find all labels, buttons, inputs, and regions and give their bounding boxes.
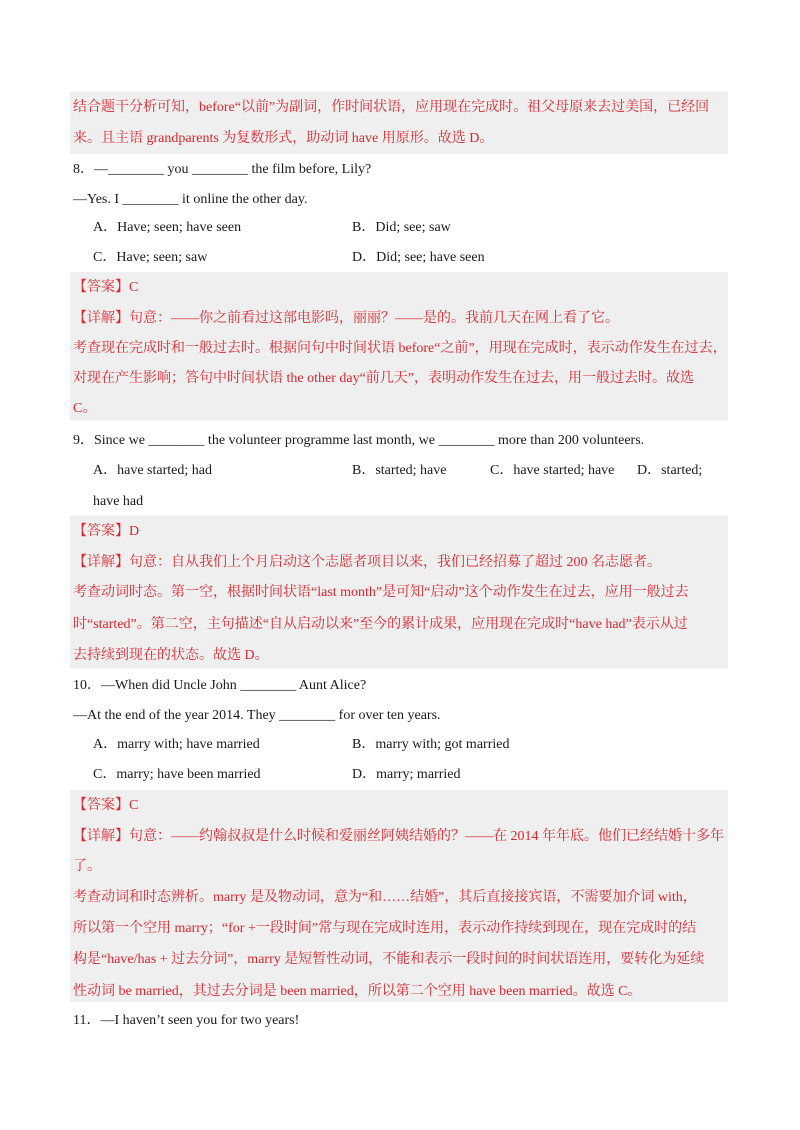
explanation-line: 【详解】句意：——你之前看过这部电影吗，丽丽？——是的。我前几天在网上看了它。 [73, 311, 619, 326]
answer-label: 【答案】D [73, 524, 140, 539]
explanation-line: 【详解】句意：——约翰叔叔是什么时候和爱丽丝阿姨结婚的？——在 2014 年年底。他们已经结婚十多年 [73, 829, 724, 844]
question-11-stem: 11．—I haven’t seen you for two years! [73, 1013, 300, 1028]
question-8-stem: —Yes. I ________ it online the other day. [73, 192, 308, 207]
explanation-line: 考查动词时态。第一空，根据时间状语“last month”是可知“启动”这个动作发生在过去，应用一般过去 [73, 585, 689, 600]
option-c: C．Have; seen; saw [93, 250, 208, 265]
explanation-line: 来。且主语 grandparents 为复数形式，助动词 have 用原形。故选 D。 [73, 131, 494, 146]
explanation-line: 考查动词和时态辨析。marry 是及物动词，意为“和……结婚”，其后直接接宾语，不需要加介词 with， [73, 890, 697, 905]
option-b: B．marry with; got married [352, 737, 510, 752]
option-a: A．Have; seen; have seen [93, 220, 242, 235]
question-10-stem: —At the end of the year 2014. They ________ for over ten years. [73, 708, 441, 723]
explanation-line: 构是“have/has + 过去分词”，marry 是短暂性动词，不能和表示一段时间的时间状语连用，要转化为延续 [73, 952, 705, 967]
explanation-line: 所以第一个空用 marry；“for +一段时间”常与现在完成时连用，表示动作持续到现在，现在完成时的结 [73, 921, 697, 936]
question-10-stem: 10．—When did Uncle John ________ Aunt Alice? [73, 678, 367, 693]
explanation-line: C。 [73, 401, 97, 416]
explanation-line: 了。 [73, 859, 101, 874]
option-b: B．Did; see; saw [352, 220, 451, 235]
explanation-line: 【详解】句意：自从我们上个月启动这个志愿者项目以来，我们已经招募了超过 200 名志愿者。 [73, 555, 661, 570]
explanation-line: 时“started”。第二空，主句描述“自从启动以来”至今的累计成果，应用现在完成时“have had”表示从过 [73, 617, 688, 632]
explanation-line: 结合题干分析可知，before“以前”为副词，作时间状语，应用现在完成时。祖父母原来去过美国，已经回 [73, 100, 710, 115]
question-9-stem: 9．Since we ________ the volunteer programme last month, we ________ more than 200 volunteers. [73, 433, 645, 448]
option-b: B．started; have [352, 463, 447, 478]
explanation-line: 考查现在完成时和一般过去时。根据问句中时间状语 before“之前”，用现在完成时，表示动作发生在过去， [73, 341, 727, 356]
option-c: C．marry; have been married [93, 767, 261, 782]
option-d: D．started; [637, 463, 703, 478]
answer-label: 【答案】C [73, 280, 139, 295]
question-8-stem: 8．—________ you ________ the film before, Lily? [73, 162, 372, 177]
option-a: A．have started; had [93, 463, 212, 478]
option-d: D．marry; married [352, 767, 461, 782]
explanation-line: 对现在产生影响；答句中时间状语 the other day“前几天”，表明动作发生在过去，用一般过去时。故选 [73, 371, 695, 386]
explanation-line: 去持续到现在的状态。故选 D。 [73, 648, 269, 663]
option-d-continued: have had [93, 494, 144, 509]
option-a: A．marry with; have married [93, 737, 260, 752]
answer-label: 【答案】C [73, 798, 139, 813]
option-d: D．Did; see; have seen [352, 250, 485, 265]
option-c: C．have started; have [490, 463, 615, 478]
explanation-line: 性动词 be married，其过去分词是 been married，所以第二个空用 have been married。故选 C。 [73, 984, 642, 999]
